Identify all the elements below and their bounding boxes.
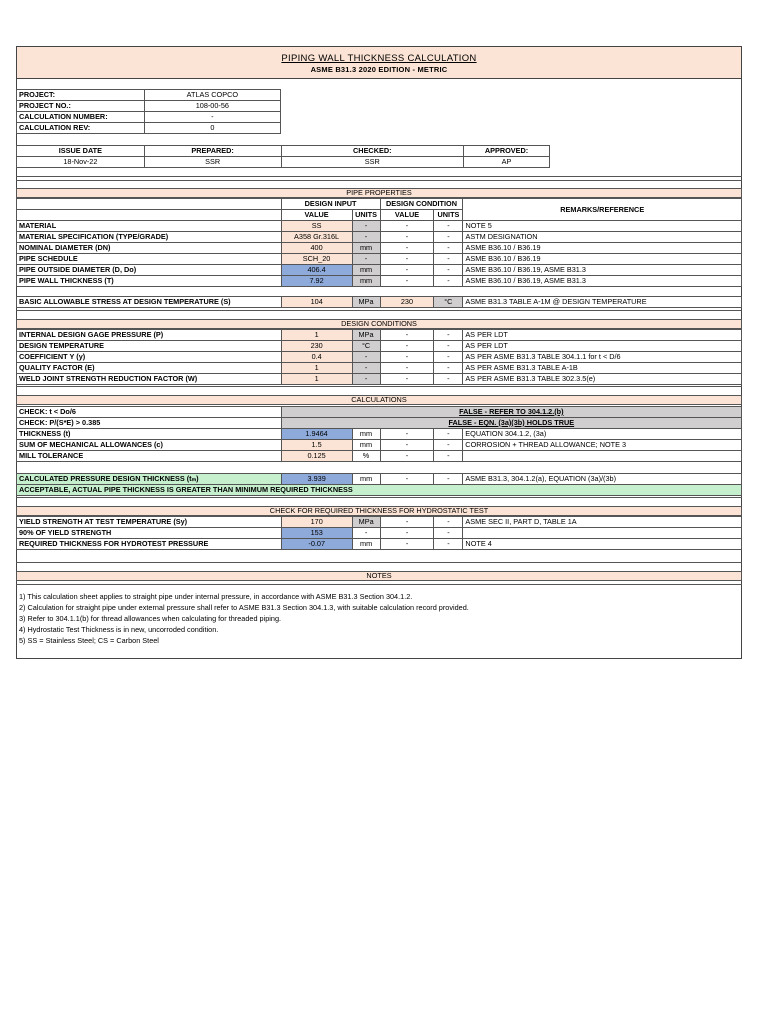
design-input-header: DESIGN INPUT	[281, 199, 380, 210]
table-row	[17, 539, 742, 550]
row-remark: ASME B36.10 / B36.19	[463, 254, 742, 265]
condition-value: -	[380, 363, 434, 374]
condition-value: -	[380, 517, 434, 528]
table-row	[17, 528, 742, 539]
pipe-properties-title: PIPE PROPERTIES	[16, 188, 742, 198]
calc-number-value: -	[144, 112, 280, 123]
row-remark: CORROSION + THREAD ALLOWANCE; NOTE 3	[463, 440, 742, 451]
pipe-properties-table	[16, 198, 742, 287]
calculations-table	[16, 428, 742, 462]
input-unit: mm	[352, 243, 380, 254]
row-remark	[463, 528, 742, 539]
project-no-label: PROJECT NO.:	[17, 101, 145, 112]
condition-unit: -	[434, 539, 463, 550]
input-unit: -	[352, 254, 380, 265]
divider	[16, 176, 742, 177]
row-label: COEFFICIENT Y (y)	[17, 352, 282, 363]
row-remark: ASTM DESIGNATION	[463, 232, 742, 243]
checked-header: CHECKED:	[281, 146, 464, 157]
row-label: DESIGN TEMPERATURE	[17, 341, 282, 352]
check-label: CHECK: t < Do/6	[17, 407, 282, 418]
input-value: 1.5	[281, 440, 352, 451]
checks-table	[16, 406, 742, 429]
pipe-properties-header	[17, 199, 742, 210]
value-header: VALUE	[281, 210, 352, 221]
table-row	[17, 221, 742, 232]
allowable-stress-table	[16, 296, 742, 308]
table-row	[17, 232, 742, 243]
row-remark: EQUATION 304.1.2, (3a)	[463, 429, 742, 440]
condition-value: -	[380, 254, 434, 265]
row-label: QUALITY FACTOR (E)	[17, 363, 282, 374]
issue-date-header: ISSUE DATE	[17, 146, 145, 157]
condition-value: -	[380, 474, 434, 485]
condition-unit: -	[434, 254, 463, 265]
result-unit: mm	[352, 474, 380, 485]
notes-title: NOTES	[16, 571, 742, 581]
condition-value: -	[380, 528, 434, 539]
input-value: 7.92	[281, 276, 352, 287]
input-unit: -	[352, 221, 380, 232]
row-label: PIPE OUTSIDE DIAMETER (D, Do)	[17, 265, 282, 276]
input-value: 1	[281, 374, 352, 385]
condition-unit: -	[434, 352, 463, 363]
row-label: PIPE WALL THICKNESS (T)	[17, 276, 282, 287]
issue-date-value: 18-Nov-22	[17, 157, 145, 168]
condition-unit: -	[434, 451, 463, 462]
input-unit: %	[352, 451, 380, 462]
project-row	[17, 90, 281, 101]
input-unit: mm	[352, 539, 380, 550]
input-value: 1	[281, 363, 352, 374]
row-label: 90% OF YIELD STRENGTH	[17, 528, 282, 539]
remarks-header: REMARKS/REFERENCE	[463, 199, 742, 221]
condition-unit: °C	[434, 297, 463, 308]
divider	[16, 180, 742, 181]
condition-unit: -	[434, 265, 463, 276]
row-remark: ASME B36.10 / B36.19, ASME B31.3	[463, 276, 742, 287]
note-item: 1) This calculation sheet applies to straight pipe under internal pressure, in accordance with ASME B31.3 Section 304.1.2.	[19, 592, 413, 601]
row-label: REQUIRED THICKNESS FOR HYDROTEST PRESSURE	[17, 539, 282, 550]
condition-unit: -	[434, 517, 463, 528]
verdict-row	[17, 485, 742, 496]
input-unit: MPa	[352, 517, 380, 528]
condition-value: -	[380, 243, 434, 254]
row-label: YIELD STRENGTH AT TEST TEMPERATURE (Sy)	[17, 517, 282, 528]
row-remark: AS PER ASME B31.3 TABLE 304.1.1 for t < D/6	[463, 352, 742, 363]
sheet-title: PIPING WALL THICKNESS CALCULATION	[281, 53, 477, 64]
verdict-text: ACCEPTABLE, ACTUAL PIPE THICKNESS IS GREATER THAN MINIMUM REQUIRED THICKNESS	[17, 485, 742, 496]
input-unit: mm	[352, 440, 380, 451]
table-row	[17, 418, 742, 429]
divider	[16, 497, 742, 498]
input-value: 0.125	[281, 451, 352, 462]
prepared-header: PREPARED:	[144, 146, 281, 157]
condition-unit: -	[434, 330, 463, 341]
note-item: 3) Refer to 304.1.1(b) for thread allowances when calculating for threaded piping.	[19, 614, 282, 623]
row-remark: ASME SEC II, PART D, TABLE 1A	[463, 517, 742, 528]
project-no-row	[17, 101, 281, 112]
check-result: FALSE - REFER TO 304.1.2.(b)	[281, 407, 741, 418]
condition-value: -	[380, 440, 434, 451]
note-item: 2) Calculation for straight pipe under external pressure shall refer to ASME B31.3 Section 304.1.3, with suitable calculation record provided.	[19, 603, 469, 612]
input-unit: -	[352, 232, 380, 243]
table-row	[17, 265, 742, 276]
hydrotest-table	[16, 516, 742, 550]
hydrotest-title: CHECK FOR REQUIRED THICKNESS FOR HYDROSTATIC TEST	[16, 506, 742, 516]
input-value: 104	[281, 297, 352, 308]
input-value: SS	[281, 221, 352, 232]
value-header: VALUE	[380, 210, 434, 221]
calc-rev-value: 0	[144, 123, 280, 134]
input-unit: -	[352, 528, 380, 539]
input-value: 230	[281, 341, 352, 352]
condition-unit: -	[434, 374, 463, 385]
table-row	[17, 429, 742, 440]
input-value: 1	[281, 330, 352, 341]
table-row	[17, 451, 742, 462]
row-label: WELD JOINT STRENGTH REDUCTION FACTOR (W)	[17, 374, 282, 385]
condition-value: -	[380, 221, 434, 232]
condition-value: -	[380, 341, 434, 352]
design-condition-header: DESIGN CONDITION	[380, 199, 463, 210]
input-unit: mm	[352, 276, 380, 287]
table-row	[17, 243, 742, 254]
condition-value: -	[380, 539, 434, 550]
input-unit: mm	[352, 429, 380, 440]
input-unit: MPa	[352, 297, 380, 308]
input-unit: mm	[352, 265, 380, 276]
approved-value: AP	[464, 157, 550, 168]
row-label: MATERIAL SPECIFICATION (TYPE/GRADE)	[17, 232, 282, 243]
input-unit: -	[352, 352, 380, 363]
row-remark: AS PER ASME B31.3 TABLE 302.3.5(e)	[463, 374, 742, 385]
input-unit: -	[352, 374, 380, 385]
calc-rev-label: CALCULATION REV:	[17, 123, 145, 134]
input-value: 153	[281, 528, 352, 539]
row-remark: AS PER LDT	[463, 330, 742, 341]
condition-value: -	[380, 352, 434, 363]
design-conditions-title: DESIGN CONDITIONS	[16, 319, 742, 329]
table-row	[17, 374, 742, 385]
condition-unit: -	[434, 341, 463, 352]
row-label: INTERNAL DESIGN GAGE PRESSURE (P)	[17, 330, 282, 341]
row-label: PIPE SCHEDULE	[17, 254, 282, 265]
input-value: 1.9464	[281, 429, 352, 440]
divider	[16, 310, 742, 311]
input-value: 0.4	[281, 352, 352, 363]
check-result: FALSE - EQN. (3a)(3b) HOLDS TRUE	[281, 418, 741, 429]
input-value: 170	[281, 517, 352, 528]
input-unit: -	[352, 363, 380, 374]
row-remark: ASME B31.3 TABLE A-1M @ DESIGN TEMPERATURE	[463, 297, 742, 308]
row-remark: ASME B36.10 / B36.19	[463, 243, 742, 254]
result-value: 3.939	[281, 474, 352, 485]
row-label: MILL TOLERANCE	[17, 451, 282, 462]
row-label: NOMINAL DIAMETER (DN)	[17, 243, 282, 254]
row-label: SUM OF MECHANICAL ALLOWANCES (c)	[17, 440, 282, 451]
condition-value: -	[380, 429, 434, 440]
units-header: UNITS	[434, 210, 463, 221]
sheet-subtitle: ASME B31.3 2020 EDITION - METRIC	[310, 65, 448, 74]
condition-unit: -	[434, 276, 463, 287]
condition-value: -	[380, 232, 434, 243]
calculations-title: CALCULATIONS	[16, 395, 742, 405]
condition-value: -	[380, 276, 434, 287]
table-row	[17, 297, 742, 308]
result-row	[17, 474, 742, 485]
design-conditions-table	[16, 329, 742, 385]
units-header: UNITS	[352, 210, 380, 221]
table-row	[17, 352, 742, 363]
input-value: 400	[281, 243, 352, 254]
note-item: 4) Hydrostatic Test Thickness is in new, uncorroded condition.	[19, 625, 219, 634]
condition-value: -	[380, 451, 434, 462]
input-value: 406.4	[281, 265, 352, 276]
divider	[16, 386, 742, 387]
divider	[16, 584, 742, 585]
table-row	[17, 440, 742, 451]
row-label: BASIC ALLOWABLE STRESS AT DESIGN TEMPERATURE (S)	[17, 297, 282, 308]
issue-table	[16, 145, 550, 168]
table-row	[17, 407, 742, 418]
condition-value: -	[380, 374, 434, 385]
calc-number-row	[17, 112, 281, 123]
condition-value: -	[380, 265, 434, 276]
project-info-table	[16, 89, 281, 134]
input-unit: MPa	[352, 330, 380, 341]
row-remark: NOTE 5	[463, 221, 742, 232]
approved-header: APPROVED:	[464, 146, 550, 157]
table-row	[17, 517, 742, 528]
condition-unit: -	[434, 243, 463, 254]
project-no-value: 108-00-56	[144, 101, 280, 112]
project-value: ATLAS COPCO	[144, 90, 280, 101]
table-row	[17, 330, 742, 341]
input-unit: °C	[352, 341, 380, 352]
input-value: SCH_20	[281, 254, 352, 265]
check-label: CHECK: P/(S*E) > 0.385	[17, 418, 282, 429]
note-item: 5) SS = Stainless Steel; CS = Carbon Steel	[19, 636, 159, 645]
table-row	[17, 341, 742, 352]
divider	[16, 562, 742, 563]
result-label: CALCULATED PRESSURE DESIGN THICKNESS (tₘ)	[17, 474, 282, 485]
condition-unit: -	[434, 221, 463, 232]
issue-value-row	[17, 157, 550, 168]
condition-value: -	[380, 330, 434, 341]
row-remark: ASME B36.10 / B36.19, ASME B31.3	[463, 265, 742, 276]
input-value: -0.07	[281, 539, 352, 550]
calc-number-label: CALCULATION NUMBER:	[17, 112, 145, 123]
row-remark: AS PER LDT	[463, 341, 742, 352]
condition-value: 230	[380, 297, 434, 308]
row-remark	[463, 451, 742, 462]
row-label: THICKNESS (t)	[17, 429, 282, 440]
condition-unit: -	[434, 440, 463, 451]
condition-unit: -	[434, 363, 463, 374]
result-table	[16, 473, 742, 496]
project-label: PROJECT:	[17, 90, 145, 101]
calc-rev-row	[17, 123, 281, 134]
condition-unit: -	[434, 429, 463, 440]
table-row	[17, 363, 742, 374]
input-value: A358 Gr.316L	[281, 232, 352, 243]
table-row	[17, 254, 742, 265]
prepared-value: SSR	[144, 157, 281, 168]
row-label: MATERIAL	[17, 221, 282, 232]
row-remark: AS PER ASME B31.3 TABLE A-1B	[463, 363, 742, 374]
condition-unit: -	[434, 474, 463, 485]
issue-header-row	[17, 146, 550, 157]
condition-unit: -	[434, 528, 463, 539]
sheet-header	[16, 46, 742, 79]
row-remark: NOTE 4	[463, 539, 742, 550]
result-remark: ASME B31.3, 304.1.2(a), EQUATION (3a)/(3b)	[463, 474, 742, 485]
checked-value: SSR	[281, 157, 464, 168]
table-row	[17, 276, 742, 287]
condition-unit: -	[434, 232, 463, 243]
